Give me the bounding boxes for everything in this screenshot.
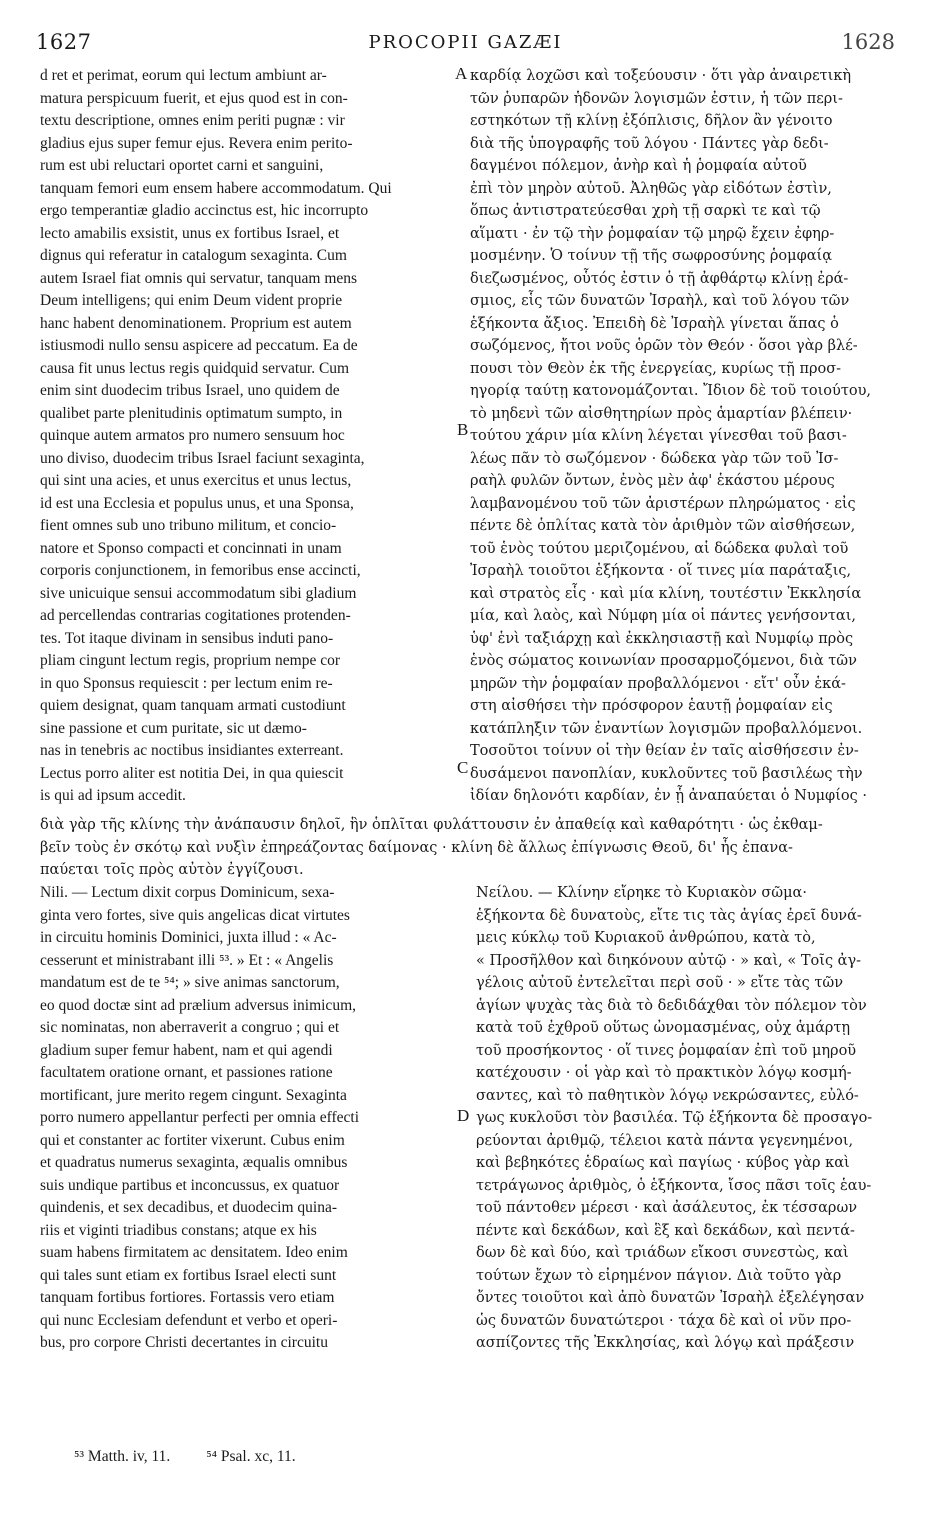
latin-bottom-line: in circuitu hominis Dominici, juxta illud : « Ac- [40, 929, 337, 946]
greek-top-line: Τοσοῦτοι τοίνυν οἱ τὴν θείαν ἐν ταῖς αἰσθήσεσιν ἐν- [470, 743, 859, 759]
greek-column-top [470, 65, 900, 808]
latin-bottom-line: qui et constanter ac fortiter vixerunt. Cubus enim [40, 1131, 345, 1149]
latin-bottom-line: suam habens firmitatem ac densitatem. Ideo enim [40, 1244, 348, 1261]
latin-bottom-line: mortificant, jure merito regem cingunt. Sexaginta [40, 1086, 347, 1104]
latin-top-line: nas in tenebris ac noctibus insidiantes exterreant. [40, 742, 344, 759]
greek-bottom-line: μεις κύκλῳ τοῦ Κυριακοῦ ἀνθρώπου, κατὰ τὸ, [476, 930, 816, 946]
greek-top-line: μηρῶν τὴν ῥομφαίαν προβαλλόμενοι · εἴτ' οὖν ἑκά- [470, 675, 846, 692]
running-header [0, 30, 931, 58]
latin-top-line: ad percellendas contrarias cogitationes protenden- [40, 607, 351, 624]
latin-bottom-line: ginta vero fortes, sive quis angelicas dicat virtutes [40, 906, 350, 924]
latin-bottom-line: facultatem oratione ornant, et passiones ratione [40, 1064, 333, 1081]
greek-top-line: διὰ τῆς ὑπογραφῆς τοῦ λόγου · Πάντες γὰρ δεδι- [470, 135, 829, 152]
latin-top-line: qualibet parte plenitudinis optimatum sumpto, in [40, 404, 343, 422]
latin-top-line: textu descriptione, omnes enim periti pugnæ : vir [40, 112, 345, 129]
margin-letter-c: C [457, 758, 469, 777]
greek-bottom-line: σαντες, καὶ τὸ παθητικὸν λόγῳ νεκρώσαντες, εὐλό- [476, 1087, 859, 1104]
greek-span-line: βεῖν τοὺς ἐν σκότῳ καὶ νυξὶν ἐπηρεάζοντας δαίμονας · κλίνη δὲ ἄλλως ἐπίγνωσις Θεοῦ, δι' ἧς ἐπανα- [40, 839, 793, 856]
greek-bottom-line: Νείλου. — Κλίνην εἴρηκε τὸ Κυριακὸν σῶμα· [476, 885, 807, 901]
latin-top-line: Deum intelligens; qui enim Deum vident proprie [40, 292, 343, 309]
latin-top-line: sine passione et cum puritate, sic ut dæmo- [40, 719, 307, 737]
latin-top-line: gladius ejus super femur ejus. Revera enim perito- [40, 134, 353, 152]
greek-top-line: τῶν ῥυπαρῶν ἡδονῶν λογισμῶν ἐστιν, ἡ τῶν περι- [470, 90, 843, 107]
latin-bottom-line: qui tales sunt etiam ex fortibus Israel electi sunt [40, 1266, 337, 1284]
greek-top-line: λέως πᾶν τὸ σωζόμενον · δώδεκα γὰρ τῶν τοῦ Ἰσ- [470, 450, 839, 467]
latin-top-line: Lectus porro aliter est notitia Dei, in qua quiescit [40, 764, 344, 782]
latin-top-line: quiem designat, quam tanquam armati custodiunt [40, 697, 346, 714]
latin-top-line: fient omnes sub uno tribuno militum, et concio- [40, 517, 337, 534]
latin-top-line: in quo Sponsus requiescit : per lectum enim re- [40, 674, 333, 692]
latin-top-line: corporis conjunctionem, in femoribus ense accincti, [40, 562, 361, 579]
latin-top-line: lecto amabilis exsistit, unus ex fortibus Israel, et [40, 224, 340, 242]
column-number-right: 1628 [841, 30, 895, 54]
footnotes [74, 1448, 328, 1466]
greek-top-line: δυσάμενοι πανοπλίαν, κυκλοῦντες τοῦ βασιλέως τὴν [470, 765, 863, 782]
greek-top-line: διεζωσμένος, οὗτός ἐστιν ὁ τῇ ἀφθάρτῳ κλίνῃ ἐρά- [470, 270, 849, 287]
latin-top-line: matura perspicuum fuerit, et ejus quod est in con- [40, 89, 348, 107]
greek-top-line: ἑνὸς σώματος κοινωνίαν προσαρμοζόμενοι, διὰ τῶν [470, 653, 857, 669]
greek-top-line: ὅπως ἀντιστρατεύεσθαι χρὴ τῇ σαρκὶ τε καὶ τῷ [470, 203, 821, 219]
greek-bottom-line: « Προσῆλθον καὶ διηκόνουν αὐτῷ · » καὶ, « Τοῖς ἀγ- [476, 952, 862, 969]
greek-top-line: ὑφ' ἑνὶ ταξιάρχῃ καὶ ἐκκλησιαστῇ καὶ Νυμφίῳ πρὸς [470, 630, 854, 647]
greek-top-line: μία, καὶ λαὸς, καὶ Νύμφη μία οἱ πάντες γενήσονται, [470, 608, 857, 624]
latin-bottom-line: qui nunc Ecclesiam defendunt et verbo et operi- [40, 1311, 338, 1329]
latin-top-line: pliam cingunt lectum regis, proprium nempe cor [40, 652, 341, 669]
latin-top-line: sive unicuique sensui accommodatum sibi gladium [40, 584, 357, 602]
greek-bottom-line: γως κυκλοῦσι τὸν βασιλέα. Τῷ ἑξήκοντα δὲ προσαγο- [476, 1110, 873, 1126]
latin-bottom-line: gladium super femur habent, nam et qui agendi [40, 1041, 333, 1059]
greek-bottom-line: ρεύονται ἀριθμῷ, τέλειοι κατὰ πάντα γεγενημένοι, [476, 1132, 854, 1149]
latin-top-line: enim sint duodecim tribus Israel, uno quidem de [40, 382, 340, 399]
latin-bottom-line: riis et viginti triadibus constans; atque ex his [40, 1221, 317, 1239]
footnote-53: ⁵³ Matth. iv, 11. [74, 1448, 171, 1465]
latin-bottom-line: et quadratus numerus sexaginta, æqualis omnibus [40, 1154, 348, 1171]
latin-top-line: dignus qui referatur in catalogum sexaginta. Cum [40, 247, 347, 264]
latin-bottom-line: sic nominatas, non aberraverit a congruo ; qui et [40, 1019, 340, 1036]
latin-top-line: natore et Sponso compacti et concinnati in unam [40, 539, 342, 557]
latin-top-line: causa fit unus lectus regis quidquid servatur. Cum [40, 359, 350, 377]
greek-bottom-line: ἁγίων ψυχὰς τὰς διὰ τὸ δεδιδάχθαι τὸν πόλεμον τὸν [476, 997, 867, 1014]
greek-top-line: ἐπὶ τὸν μηρὸν αὐτοῦ. Ἀληθῶς γὰρ εἰδότων ἐστὶν, [470, 180, 832, 197]
latin-top-line: tanquam femori eum ensem habere accommodatum. Qui [40, 179, 392, 197]
latin-column-top [40, 65, 452, 808]
latin-top-line: id est una Ecclesia et populus unus, et una Sponsa, [40, 494, 354, 512]
column-number-left: 1627 [36, 30, 92, 54]
latin-top-line: is qui ad ipsum accedit. [40, 787, 186, 804]
margin-letter-a: A [455, 64, 468, 83]
greek-bottom-line: τούτων ἔχων τὸ εἰρημένον πάγιον. Διὰ τοῦτο γὰρ [476, 1267, 842, 1284]
greek-column-bottom [476, 882, 906, 1355]
greek-top-line: πέντε δὲ ὁπλίτας κατὰ τὸν ἀριθμὸν τῶν αἰσθήσεων, [470, 518, 856, 534]
latin-bottom-line: mandatum est de te ⁵⁴; » sive animas sanctorum, [40, 974, 340, 991]
latin-top-line: autem Israel fiat omnis qui servatur, tanquam mens [40, 269, 358, 287]
greek-top-line: αἵματι · ἐν τῷ τὴν ῥομφαίαν τῷ μηρῷ ἔχειν ἐφηρ- [470, 225, 835, 242]
latin-column-bottom [40, 882, 452, 1355]
greek-bottom-line: ὄντες τοιοῦτοι καὶ ἀπὸ δυνατῶν Ἰσραὴλ ἐξελέγησαν [476, 1290, 865, 1306]
greek-bottom-line: γέλοις αὐτοῦ ἐντελεῖται περὶ σοῦ · » εἴτε τὰς τῶν [476, 975, 844, 991]
footnote-54: ⁵⁴ Psal. xc, 11. [206, 1448, 296, 1465]
greek-span-line: διὰ γὰρ τῆς κλίνης τὴν ἀνάπαυσιν δηλοῖ, ἣν ὁπλῖται φυλάττουσιν ἐν ἀπαθείᾳ καὶ καθαρότητι · ὡς ἐκθαμ- [40, 817, 823, 833]
greek-top-line: καρδίᾳ λοχῶσι καὶ τοξεύουσιν · ὅτι γὰρ ἀναιρετικὴ [470, 68, 852, 84]
latin-top-line: qui sint una acies, et unus exercitus et unus lectus, [40, 472, 352, 489]
latin-top-line: hanc habent denominationem. Proprium est autem [40, 314, 352, 332]
latin-bottom-line: quindenis, et sex decadibus, et duodecim quina- [40, 1199, 338, 1216]
greek-top-line: ηγορίᾳ ταύτῃ κατονομάζονται. Ἴδιον δὲ τοῦ τοιούτου, [470, 383, 871, 399]
greek-top-line: τούτου χάριν μία κλίνη λέγεται γίνεσθαι τοῦ βασι- [470, 428, 847, 444]
greek-bottom-line: τετράγωνος ἀριθμὸς, ὁ ἑξήκοντα, ἴσος πᾶσι τοῖς ἑαυ- [476, 1177, 872, 1194]
greek-span-line: παύεται τοῖς πρὸς αὐτὸν ἐγγίζουσι. [40, 862, 304, 878]
greek-full-width-paragraph [40, 814, 900, 882]
greek-bottom-line: τοῦ πάντοθεν μέρεσι · καὶ ἀσάλευτος, ἐκ τέσσαρων [476, 1200, 858, 1216]
greek-top-line: τὸ μηδενὶ τῶν αἰσθητηρίων πρὸς ἁμαρτίαν βλέπειν· [470, 405, 853, 422]
greek-top-line: δαγμένοι πόλεμον, ἀνὴρ καὶ ἡ ῥομφαία αὐτοῦ [470, 158, 807, 174]
greek-bottom-line: ασπίζοντες τῆς Ἐκκλησίας, καὶ λόγῳ καὶ πράξεσιν [476, 1335, 855, 1351]
greek-bottom-line: τοῦ προσήκοντος · οἵ τινες ῥομφαίαν ἐπὶ τοῦ μηροῦ [476, 1042, 857, 1059]
latin-top-line: tes. Tot itaque divinam in sensibus induti pano- [40, 629, 334, 647]
greek-top-line: στη αἰσθήσει τὴν πρόσφορον ἑαυτῇ ῥομφαίαν εἰς [470, 698, 833, 714]
margin-letter-b: B [457, 420, 469, 439]
latin-bottom-line: suis undique partibus et inconcussus, ex quatuor [40, 1176, 340, 1194]
greek-bottom-line: δων δὲ καὶ δύο, καὶ τριάδων εἴκοσι συνεστὼς, καὶ [476, 1245, 849, 1261]
latin-top-line: rum est ubi reluctari oportet carni et sanguini, [40, 157, 324, 174]
latin-top-line: uno diviso, duodecim tribus Israel faciunt sexaginta, [40, 449, 365, 467]
greek-top-line: μοσμένην. Ὁ τοίνυν τῇ τῆς σωφροσύνης ῥομφαίᾳ [470, 248, 833, 264]
greek-top-line: πουσι τὸν Θεὸν ἐκ τῆς ἐνεργείας, κυρίως τῇ προσ- [470, 360, 842, 377]
greek-bottom-line: ἑξήκοντα δὲ δυνατοὺς, εἴτε τις τὰς ἁγίας ἐρεῖ δυνά- [476, 907, 862, 924]
latin-top-line: quinque autem armatos pro numero sensuum hoc [40, 427, 345, 444]
latin-bottom-line: Nili. — Lectum dixit corpus Dominicum, sexa- [40, 884, 335, 901]
running-title: PROCOPII GAZÆI [368, 32, 563, 53]
latin-bottom-line: tanquam fortibus fortiores. Fortassis vero etiam [40, 1289, 335, 1306]
greek-top-line: κατάπληξιν τῶν ἐναντίων λογισμῶν προβαλλόμενοι. [470, 720, 863, 737]
latin-top-line: d ret et perimat, eorum qui lectum ambiunt ar- [40, 67, 327, 84]
margin-letter-d: D [457, 1106, 470, 1125]
greek-top-line: λαμβανομένου τοῦ τῶν ἀριστέρων πληρώματος · εἰς [470, 495, 856, 512]
greek-top-line: σμιος, εἷς τῶν δυνατῶν Ἰσραὴλ, καὶ τοῦ λόγου τῶν [470, 293, 850, 309]
greek-top-line: τοῦ ἑνὸς τούτου μεριζομένου, αἱ δώδεκα φυλαὶ τοῦ [470, 540, 849, 557]
greek-bottom-line: κατὰ τοῦ ἐχθροῦ οὕτως ὠνομασμένας, οὐχ ἁμάρτῃ [476, 1020, 851, 1036]
greek-top-line: σωζόμενος, ἤτοι νοῦς ὁρῶν τὸν Θεόν · ὅσοι γὰρ βλέ- [470, 338, 858, 354]
greek-bottom-line: ὡς δυνατῶν δυνατώτεροι · τάχα δὲ καὶ οἱ νῦν προ- [476, 1312, 852, 1329]
greek-top-line: καὶ στρατὸς εἷς · καὶ μία κλίνη, τουτέστιν Ἐκκλησία [470, 585, 862, 602]
greek-top-line: εστηκότων τῇ κλίνῃ ἐξόπλισις, δῆλον ἂν γένοιτο [470, 113, 833, 129]
greek-top-line: ἰδίαν δηλονότι καρδίαν, ἐν ᾗ ἀναπαύεται ὁ Νυμφίος · [470, 788, 867, 804]
latin-bottom-line: bus, pro corpore Christi decertantes in circuitu [40, 1334, 328, 1351]
latin-bottom-line: porro numero appellantur perfecti per omnia effecti [40, 1109, 360, 1126]
latin-bottom-line: cesserunt et ministrabant illi ⁵³. » Et : « Angelis [40, 951, 334, 969]
greek-bottom-line: κατέχουσιν · οἱ γὰρ καὶ τὸ πρακτικὸν λόγῳ κοσμή- [476, 1065, 852, 1081]
latin-top-line: ergo temperantiæ gladio accinctus est, hic incorrupto [40, 202, 369, 219]
greek-bottom-line: καὶ βεβηκότες ἑδραίως καὶ παγίως · κύβος γὰρ καὶ [476, 1155, 850, 1171]
latin-bottom-line: eo quod doctæ sint ad prælium adversus inimicum, [40, 996, 356, 1014]
latin-top-line: istiusmodi nullo sensu aspicere ad peccatum. Ea de [40, 337, 358, 354]
greek-top-line: ραὴλ φυλῶν ὄντων, ἑνὸς μὲν ἀφ' ἑκάστου μέρους [470, 473, 835, 489]
greek-top-line: ἑξήκοντα ἄξιος. Ἐπειδὴ δὲ Ἰσραὴλ γίνεται ἅπας ὁ [470, 315, 839, 332]
greek-bottom-line: πέντε καὶ δεκάδων, καὶ ἓξ καὶ δεκάδων, καὶ πεντά- [476, 1222, 855, 1239]
greek-top-line: Ἰσραὴλ τοιοῦτοι ἑξήκοντα · οἵ τινες μία παράταξις, [470, 563, 852, 579]
